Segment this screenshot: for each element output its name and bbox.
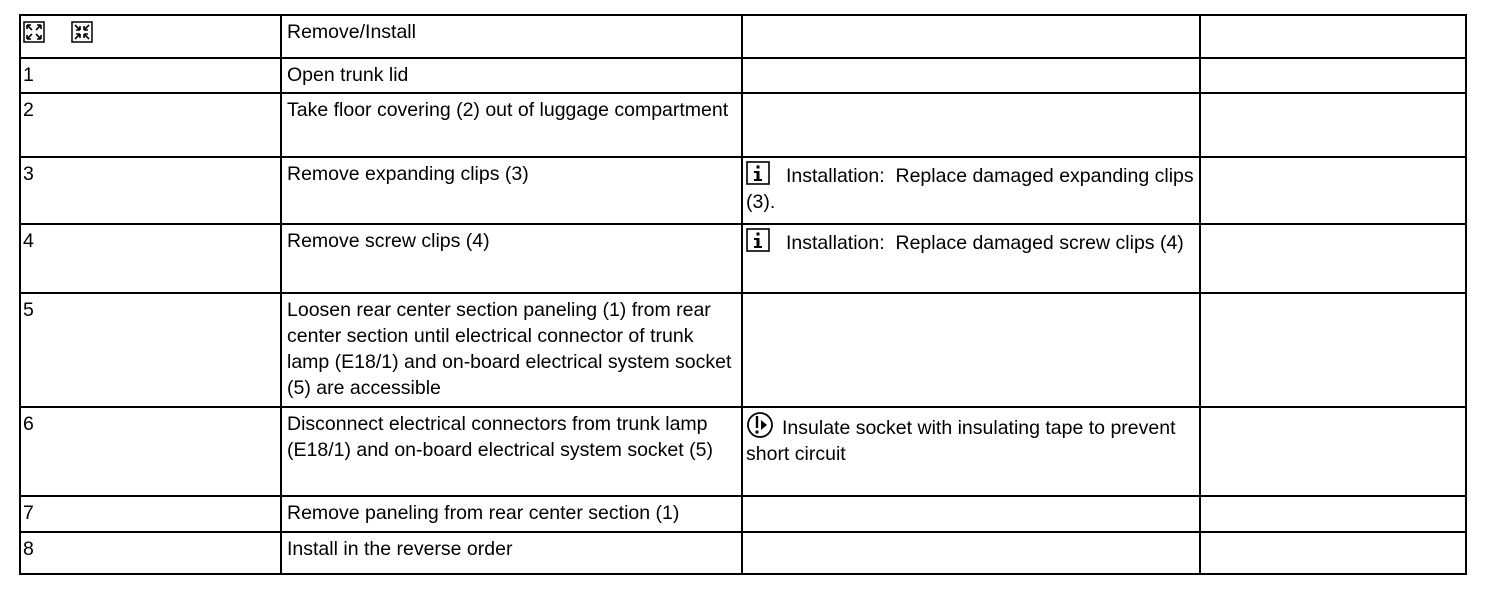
table-row — [20, 93, 1466, 157]
step-note — [742, 157, 1200, 224]
step-text: Disconnect electrical connectors from trunk lamp (E18/1) and on-board electrical system socket (5) — [281, 407, 742, 496]
header-note-cell — [742, 15, 1200, 58]
step-number: 5 — [20, 293, 281, 407]
step-note — [742, 532, 1200, 574]
step-extra — [1200, 496, 1466, 532]
step-extra — [1200, 407, 1466, 496]
step-text: Remove expanding clips (3) — [281, 157, 742, 224]
step-number: 7 — [20, 496, 281, 532]
step-note — [742, 496, 1200, 532]
header-icons-cell — [20, 15, 281, 58]
expand-icon[interactable] — [23, 21, 45, 43]
step-extra — [1200, 224, 1466, 293]
step-extra — [1200, 157, 1466, 224]
step-text: Remove paneling from rear center section (1) — [281, 496, 742, 532]
header-title: Remove/Install — [281, 15, 742, 58]
step-extra — [1200, 532, 1466, 574]
info-icon — [746, 228, 770, 252]
step-note — [742, 93, 1200, 157]
collapse-icon[interactable] — [71, 21, 93, 43]
step-text: Open trunk lid — [281, 58, 742, 93]
header-extra-cell — [1200, 15, 1466, 58]
step-text: Remove screw clips (4) — [281, 224, 742, 293]
step-number: 2 — [20, 93, 281, 157]
table-row — [20, 496, 1466, 532]
table-row — [20, 157, 1466, 224]
step-number: 4 — [20, 224, 281, 293]
table-row — [20, 532, 1466, 574]
note-text: Replace damaged screw clips (4) — [895, 232, 1184, 254]
step-text: Install in the reverse order — [281, 532, 742, 574]
step-extra — [1200, 93, 1466, 157]
table-row — [20, 58, 1466, 93]
step-number: 1 — [20, 58, 281, 93]
step-note — [742, 224, 1200, 293]
step-note — [742, 293, 1200, 407]
info-icon — [746, 161, 770, 185]
table-row — [20, 224, 1466, 293]
step-text: Take floor covering (2) out of luggage compartment — [281, 93, 742, 157]
note-label: Installation: — [786, 232, 885, 254]
header-row — [20, 15, 1466, 58]
risk-icon — [746, 411, 774, 439]
note-text: Replace damaged expanding clips (3). — [746, 165, 1194, 213]
step-number: 3 — [20, 157, 281, 224]
note-text: Insulate socket with insulating tape to prevent short circuit — [746, 417, 1176, 465]
procedure-table — [19, 14, 1467, 575]
step-extra — [1200, 293, 1466, 407]
step-number: 8 — [20, 532, 281, 574]
step-note — [742, 407, 1200, 496]
table-row — [20, 293, 1466, 407]
step-note — [742, 58, 1200, 93]
table-row — [20, 407, 1466, 496]
step-extra — [1200, 58, 1466, 93]
step-number: 6 — [20, 407, 281, 496]
step-text: Loosen rear center section paneling (1) from rear center section until electrical connector of trunk lamp (E18/1) and on-board electrical system socket (5) are accessible — [281, 293, 742, 407]
note-label: Installation: — [786, 165, 885, 187]
